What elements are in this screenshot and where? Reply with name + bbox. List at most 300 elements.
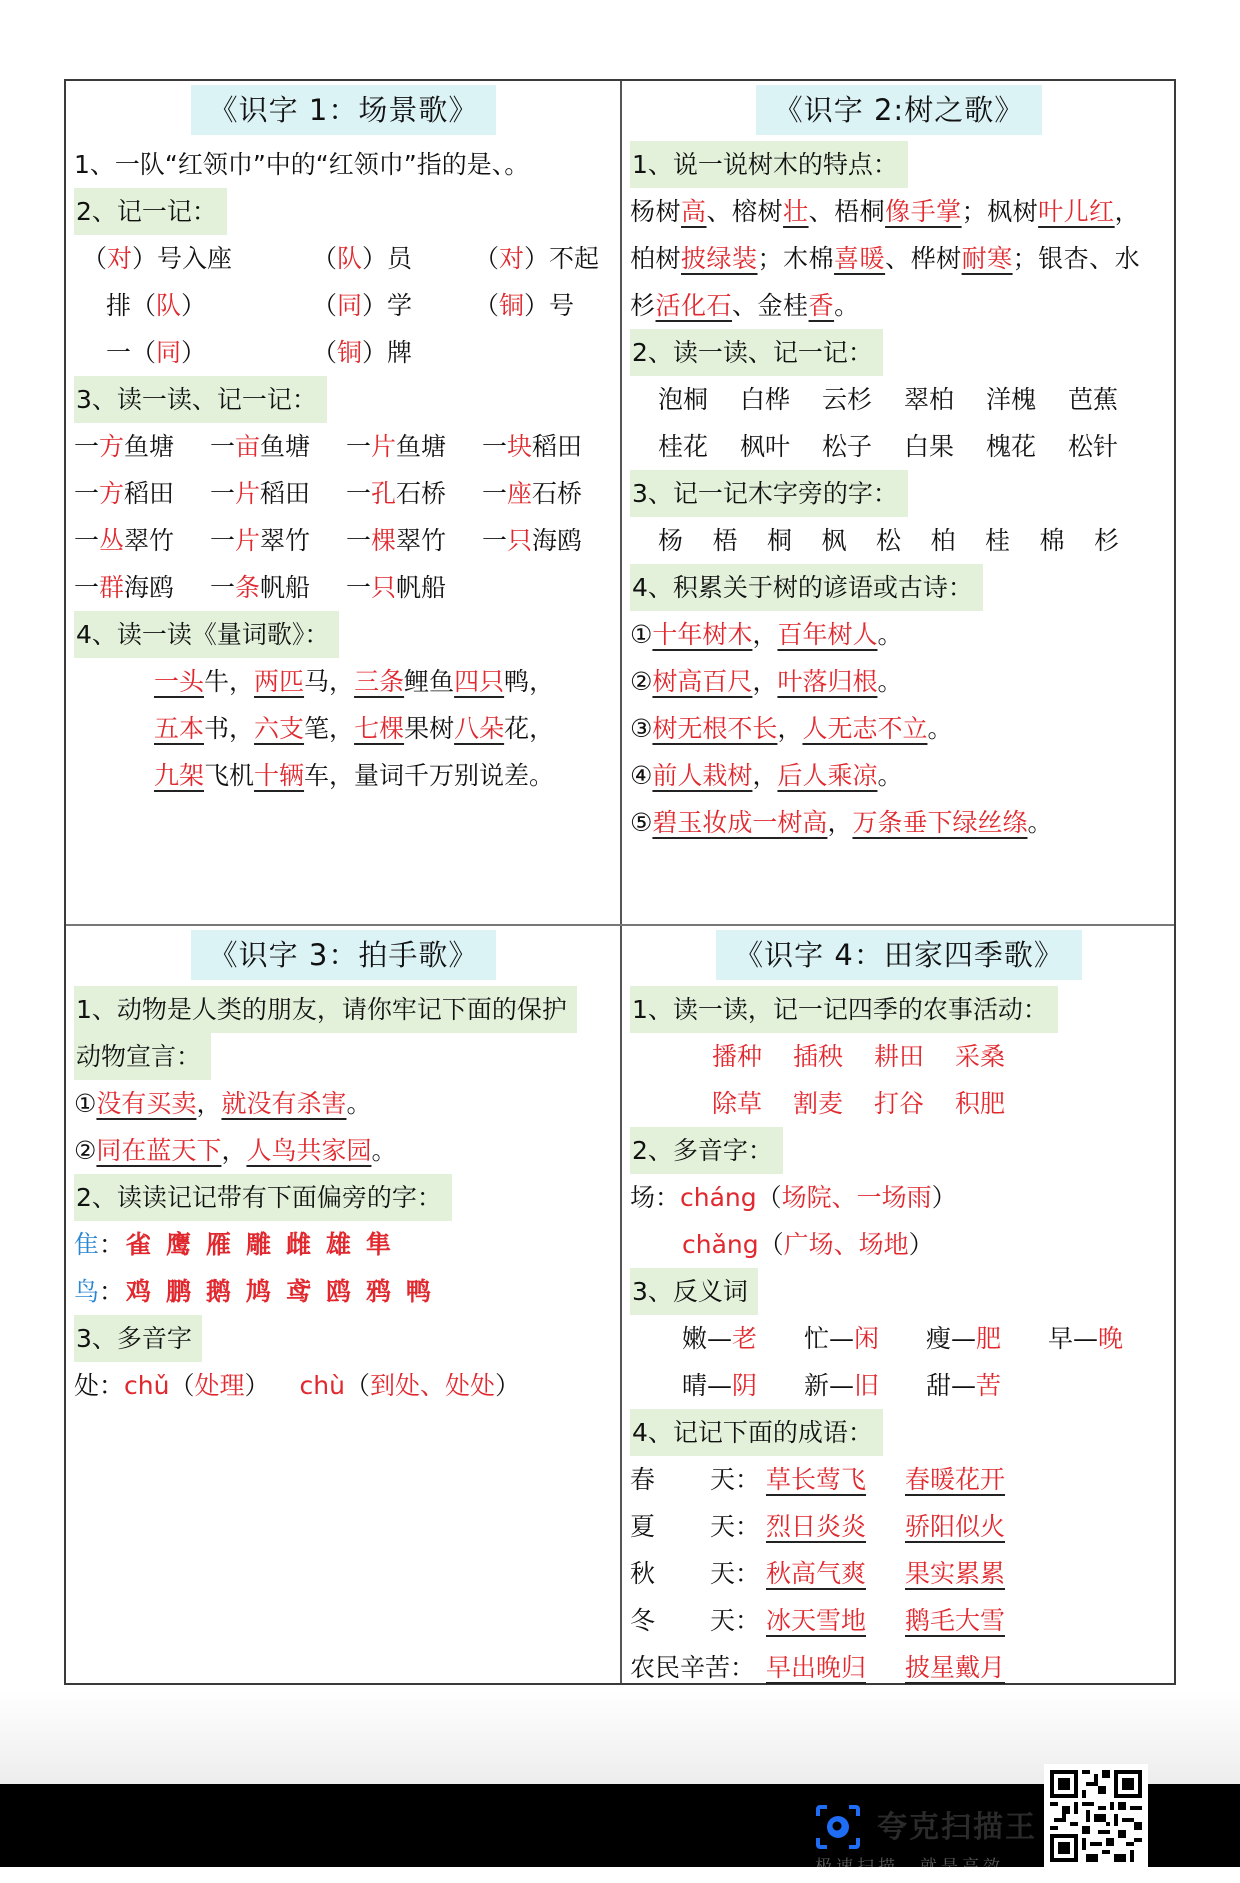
measure-word: 群 (99, 573, 125, 602)
answer-underlined: 高 (681, 197, 707, 226)
farm-activity: 播种 (712, 1042, 763, 1071)
antonym-answer: 阴 (732, 1371, 758, 1400)
phrase-noun: 海鸥 (532, 526, 583, 555)
text-line (630, 188, 1168, 235)
radical-char: 鸢 (286, 1277, 312, 1306)
text-fragment: 、桦树 (885, 244, 962, 273)
full-stop: 。 (877, 667, 903, 696)
idiom-1: 秋高气爽 (766, 1559, 867, 1588)
example-words: 处理 (194, 1371, 245, 1400)
paren-open: （ (344, 1371, 370, 1400)
text-fragment: 书， (204, 714, 255, 743)
blank-prefix: （ (312, 244, 338, 273)
phrase-one: 一 (346, 526, 372, 555)
phrase-noun: 稻田 (260, 479, 311, 508)
proverb-line (630, 705, 1168, 752)
fill-blank-item (312, 235, 412, 282)
q2-row (74, 235, 613, 282)
measure-word-phrase (210, 470, 310, 517)
full-stop: 。 (927, 714, 953, 743)
phrase-one: 一 (482, 479, 508, 508)
measure-word-phrase (210, 564, 310, 611)
lesson4-cell (622, 926, 1176, 1685)
idiom-row (630, 1550, 1168, 1597)
measure-word-phrase (74, 564, 174, 611)
item-number: ① (630, 620, 653, 649)
example-words: 广场、场地 (783, 1230, 909, 1259)
colon: ： (99, 1277, 125, 1306)
phrase-one: 一 (346, 432, 372, 461)
phrase-one: 一 (346, 573, 372, 602)
tree-name: 洋槐 (986, 385, 1037, 414)
idiom-1: 冰天雪地 (766, 1606, 867, 1635)
lesson1-q1: 1、一队“红领巾”中的“红领巾”指的是、。 (74, 150, 530, 179)
example-words: 场院、一场雨 (781, 1183, 932, 1212)
proverb-part-b: 就没有杀害 (221, 1089, 347, 1118)
answer-underlined: 叶儿红 (1038, 197, 1115, 226)
antonym-answer: 晚 (1098, 1324, 1124, 1353)
separator: ， (196, 1089, 222, 1118)
antonym-word: 晴 (682, 1371, 708, 1400)
answer-underlined: 香 (808, 291, 835, 320)
fill-blank-item (312, 329, 412, 376)
proverb-line (74, 1127, 613, 1174)
lesson4-q1-activities (630, 1033, 1168, 1127)
radical-char: 鸥 (326, 1277, 352, 1306)
blank-prefix: （ (474, 291, 500, 320)
antonym-pair (682, 1362, 757, 1409)
text-fragment: 牛， (204, 667, 255, 696)
radical-char: 雕 (246, 1230, 272, 1259)
antonym-dash: — (951, 1324, 977, 1353)
wood-radical-char: 枫 (821, 526, 847, 555)
text-fragment: 飞机 (204, 761, 255, 790)
text-fragment: 果树 (404, 714, 455, 743)
lesson2-q1-heading: 1、说一说树木的特点： (630, 141, 908, 188)
antonym-row (630, 1362, 1168, 1409)
fill-blank-item (106, 329, 206, 376)
radical-char: 鹰 (166, 1230, 192, 1259)
text-fragment: 花， (504, 714, 555, 743)
text-fragment: 笔， (304, 714, 355, 743)
proverb-part-a: 前人栽树 (652, 761, 753, 790)
idiom-1: 烈日炎炎 (766, 1512, 867, 1541)
measure-word: 孔 (371, 479, 397, 508)
answer-underlined: 三条 (354, 667, 405, 696)
lesson4-q1-heading: 1、读一读，记一记四季的农事活动： (630, 986, 1058, 1033)
radical-char: 鹏 (166, 1277, 192, 1306)
phrase-one: 一 (210, 526, 236, 555)
answer-underlined: 像手掌 (885, 197, 962, 226)
text-line (74, 658, 613, 705)
radical-char: 雌 (286, 1230, 312, 1259)
proverb-line (74, 1080, 613, 1127)
idiom-2: 骄阳似火 (905, 1512, 1006, 1541)
blank-suffix: ） (181, 291, 207, 320)
text-fragment: ；银杏、水 (1012, 244, 1141, 273)
idiom-row (630, 1597, 1168, 1644)
antonym-pair (804, 1315, 879, 1362)
season-label: 秋 (630, 1559, 656, 1588)
measure-word-row (74, 423, 613, 470)
idiom-2: 果实累累 (905, 1559, 1006, 1588)
proverb-part-b: 人无志不立 (802, 714, 928, 743)
paren-open: （ (758, 1230, 784, 1259)
radical: 鸟 (74, 1277, 100, 1306)
polyphone-line (630, 1221, 1168, 1268)
phrase-noun: 帆船 (396, 573, 447, 602)
wood-radical-char: 桂 (985, 526, 1011, 555)
blank-answer: 同 (337, 291, 363, 320)
lesson2-title: 《识字 2:树之歌》 (756, 85, 1042, 135)
brand-block (815, 1796, 1045, 1856)
tree-names-row (630, 376, 1168, 423)
antonym-dash: — (1073, 1324, 1099, 1353)
text-fragment: ， (1114, 197, 1141, 226)
idiom-1: 早出晚归 (766, 1653, 867, 1682)
text-line (630, 235, 1168, 282)
paren-close: ） (494, 1371, 520, 1400)
lesson2-q4-proverbs (630, 611, 1168, 846)
radical-char: 雀 (126, 1230, 152, 1259)
measure-word-phrase (482, 470, 582, 517)
answer-underlined: 六支 (254, 714, 305, 743)
text-fragment: 鸭， (504, 667, 555, 696)
proverb-part-b: 后人乘凉 (777, 761, 878, 790)
polyphone-line (630, 1174, 1168, 1221)
proverb-part-a: 同在蓝天下 (96, 1136, 222, 1165)
wood-radical-row (630, 517, 1168, 564)
phrase-noun: 稻田 (532, 432, 583, 461)
answer-underlined: 八朵 (454, 714, 505, 743)
proverb-line (630, 752, 1168, 799)
colon: ： (99, 1230, 125, 1259)
antonym-dash: — (707, 1324, 733, 1353)
blank-prefix: （ (474, 244, 500, 273)
wood-radical-char: 梧 (712, 526, 738, 555)
phrase-noun: 石桥 (396, 479, 447, 508)
lesson4-q2-polyphone (630, 1174, 1168, 1268)
tree-name: 槐花 (986, 432, 1037, 461)
radical-char: 鹅 (206, 1277, 232, 1306)
full-stop: 。 (877, 761, 903, 790)
text-fragment: ；枫树 (961, 197, 1039, 226)
full-stop: 。 (346, 1089, 372, 1118)
measure-word-phrase (74, 517, 174, 564)
antonym-answer: 闲 (854, 1324, 880, 1353)
polyphone-line (74, 1362, 613, 1409)
fill-blank-item (474, 235, 599, 282)
reading (682, 1230, 934, 1259)
reading (300, 1371, 520, 1400)
antonym-word: 早 (1048, 1324, 1074, 1353)
idiom-2: 春暖花开 (905, 1465, 1006, 1494)
blank-prefix: （ (312, 291, 338, 320)
lesson1-q2-list (74, 235, 613, 376)
wood-radical-char: 柏 (930, 526, 956, 555)
season-label-suffix: 天： (710, 1465, 761, 1494)
phrase-one: 一 (210, 479, 236, 508)
proverb-part-a: 树高百尺 (652, 667, 753, 696)
radical: 隹 (74, 1230, 100, 1259)
antonym-pair (1048, 1315, 1123, 1362)
proverb-part-b: 叶落归根 (777, 667, 878, 696)
paren-close: ） (244, 1371, 270, 1400)
phrase-one: 一 (210, 432, 236, 461)
phrase-noun: 翠竹 (260, 526, 311, 555)
measure-word: 条 (235, 573, 261, 602)
wood-radical-char: 桐 (767, 526, 793, 555)
season-label-suffix: 天： (710, 1559, 761, 1588)
measure-word: 块 (507, 432, 533, 461)
answer-underlined: 喜暖 (834, 244, 886, 273)
blank-answer: 对 (107, 244, 133, 273)
proverb-line (630, 658, 1168, 705)
answer-underlined: 一头 (154, 667, 205, 696)
radical-char: 鸠 (246, 1277, 272, 1306)
phrase-one: 一 (74, 479, 100, 508)
item-number: ③ (630, 714, 653, 743)
blank-suffix: ）学 (362, 291, 413, 320)
text-line (74, 752, 613, 799)
answer-underlined: 四只 (454, 667, 505, 696)
phrase-noun: 海鸥 (124, 573, 175, 602)
antonym-pair (926, 1315, 1001, 1362)
lesson3-title: 《识字 3：拍手歌》 (191, 930, 497, 980)
blank-prefix: 一（ (106, 338, 157, 367)
separator: ， (752, 620, 778, 649)
lesson2-q3-chars (630, 517, 1168, 564)
text-fragment: 鲤鱼 (404, 667, 455, 696)
antonym-dash: — (707, 1371, 733, 1400)
pinyin: chǎng (682, 1230, 759, 1259)
measure-word-phrase (346, 423, 446, 470)
text-fragment: 、梧桐 (808, 197, 886, 226)
lesson4-title: 《识字 4：田家四季歌》 (716, 930, 1082, 980)
radical-row (74, 1221, 613, 1268)
phrase-one: 一 (210, 573, 236, 602)
antonym-word: 新 (804, 1371, 830, 1400)
measure-word-phrase (482, 517, 582, 564)
proverb-line (630, 799, 1168, 846)
phrase-noun: 鱼塘 (124, 432, 175, 461)
season-label-suffix: 天： (710, 1512, 761, 1541)
fill-blank-item (312, 282, 412, 329)
measure-word-row (74, 564, 613, 611)
lesson4-q4-heading: 4、记记下面的成语： (630, 1409, 883, 1456)
blank-suffix: ）牌 (362, 338, 413, 367)
measure-word: 片 (371, 432, 397, 461)
measure-word: 只 (371, 573, 397, 602)
measure-word-phrase (74, 423, 174, 470)
lesson2-q4-heading: 4、积累关于树的谚语或古诗： (630, 564, 983, 611)
antonym-row (630, 1315, 1168, 1362)
proverb-part-a: 十年树木 (652, 620, 753, 649)
blank-answer: 对 (499, 244, 525, 273)
lesson1-q2-heading: 2、记一记： (74, 188, 227, 235)
tree-name: 翠柏 (904, 385, 955, 414)
measure-word: 片 (235, 479, 261, 508)
measure-word: 亩 (235, 432, 261, 461)
polyphone-char: 场： (630, 1183, 681, 1212)
phrase-one: 一 (74, 573, 100, 602)
lesson1-q3-heading: 3、读一读、记一记： (74, 376, 327, 423)
phrase-noun: 翠竹 (396, 526, 447, 555)
radical-char: 鸭 (406, 1277, 432, 1306)
text-fragment: 、金桂 (732, 291, 809, 320)
measure-word: 棵 (371, 526, 397, 555)
reading (680, 1183, 957, 1212)
measure-word: 方 (99, 479, 125, 508)
item-number: ⑤ (630, 808, 653, 837)
fill-blank-item (474, 282, 574, 329)
lesson2-cell (622, 81, 1176, 924)
farm-activity: 打谷 (874, 1089, 925, 1118)
text-fragment: 车，量词千万别说差。 (304, 761, 555, 790)
antonym-dash: — (951, 1371, 977, 1400)
lesson1-title: 《识字 1：场景歌》 (191, 85, 497, 135)
item-number: ① (74, 1089, 97, 1118)
proverb-part-a: 碧玉妆成一树高 (652, 808, 828, 837)
farm-activity: 割麦 (793, 1089, 844, 1118)
proverb-part-b: 万条垂下绿丝绦 (852, 808, 1028, 837)
measure-word-phrase (346, 470, 446, 517)
paren-open: （ (756, 1183, 782, 1212)
q2-row (74, 329, 613, 376)
idiom-row (630, 1503, 1168, 1550)
full-stop: 。 (1027, 808, 1053, 837)
measure-word-phrase (346, 517, 446, 564)
radical-char: 隼 (366, 1230, 392, 1259)
pinyin: chǔ (124, 1371, 170, 1400)
phrase-noun: 帆船 (260, 573, 311, 602)
season-label-suffix: 天： (710, 1606, 761, 1635)
measure-word: 座 (507, 479, 533, 508)
wood-radical-char: 棉 (1039, 526, 1065, 555)
phrase-one: 一 (346, 479, 372, 508)
phrase-one: 一 (482, 432, 508, 461)
measure-word: 丛 (99, 526, 125, 555)
phrase-noun: 翠竹 (124, 526, 175, 555)
idiom-2: 鹅毛大雪 (905, 1606, 1006, 1635)
antonym-pair (682, 1315, 757, 1362)
text-fragment: 。 (834, 291, 860, 320)
proverb-part-b: 人鸟共家园 (246, 1136, 372, 1165)
antonym-pair (926, 1362, 1001, 1409)
antonym-word: 嫩 (682, 1324, 708, 1353)
paren-close: ） (908, 1230, 934, 1259)
blank-suffix: ） (181, 338, 207, 367)
wood-radical-char: 杨 (658, 526, 684, 555)
measure-word: 只 (507, 526, 533, 555)
blank-suffix: ）不起 (524, 244, 600, 273)
pinyin: cháng (680, 1183, 757, 1212)
antonym-word: 瘦 (926, 1324, 952, 1353)
answer-underlined: 七棵 (354, 714, 405, 743)
answer-underlined: 活化石 (655, 291, 733, 320)
blank-suffix: ）号 (524, 291, 575, 320)
text-fragment: 杨树 (630, 197, 682, 226)
tree-name: 白果 (904, 432, 955, 461)
separator: ， (827, 808, 853, 837)
study-sheet-table (64, 79, 1176, 1685)
wood-radical-char: 杉 (1094, 526, 1120, 555)
farm-activity-row (630, 1033, 1168, 1080)
blank-suffix: ）号入座 (132, 244, 233, 273)
phrase-noun: 石桥 (532, 479, 583, 508)
lesson3-cell (66, 926, 621, 1685)
tree-name: 桂花 (658, 432, 709, 461)
wood-radical-char: 松 (876, 526, 902, 555)
antonym-word: 甜 (926, 1371, 952, 1400)
tree-name: 枫叶 (740, 432, 791, 461)
lesson4-q3-antonyms (630, 1315, 1168, 1409)
tree-name: 松针 (1068, 432, 1119, 461)
antonym-dash: — (829, 1324, 855, 1353)
lesson1-q4-poem (74, 658, 613, 799)
item-number: ② (630, 667, 653, 696)
lesson3-q1-heading-a: 1、动物是人类的朋友，请你牢记下面的保护 (74, 986, 577, 1033)
lesson1-q4-heading: 4、读一读《量词歌》： (74, 611, 339, 658)
lesson1-cell (66, 81, 621, 924)
lesson3-q2-radicals (74, 1221, 613, 1315)
text-fragment: 、榕树 (706, 197, 784, 226)
tree-name: 云杉 (822, 385, 873, 414)
scan-camera-icon (815, 1804, 861, 1850)
brand-name: 夸克扫描王 (877, 1810, 1037, 1845)
separator: ， (221, 1136, 247, 1165)
answer-underlined: 披绿装 (681, 244, 758, 273)
idiom-1: 草长莺飞 (766, 1465, 867, 1494)
lesson2-q2-list (630, 376, 1168, 470)
tree-name: 松子 (822, 432, 873, 461)
lesson4-q4-idioms (630, 1456, 1168, 1691)
lesson4-q2-heading: 2、多音字： (630, 1127, 783, 1174)
season-label: 夏 (630, 1512, 656, 1541)
blank-answer: 队 (337, 244, 363, 273)
season-label: 农民辛苦： (630, 1653, 756, 1682)
phrase-one: 一 (482, 526, 508, 555)
farm-activity: 采桑 (955, 1042, 1006, 1071)
phrase-one: 一 (74, 432, 100, 461)
measure-word-phrase (210, 517, 310, 564)
proverb-part-a: 没有买卖 (96, 1089, 197, 1118)
text-line (74, 705, 613, 752)
antonym-answer: 苦 (976, 1371, 1002, 1400)
reading (124, 1371, 269, 1400)
separator: ， (752, 761, 778, 790)
tree-name: 芭蕉 (1068, 385, 1119, 414)
farm-activity: 耕田 (874, 1042, 925, 1071)
radical-char: 鸦 (366, 1277, 392, 1306)
proverb-part-a: 树无根不长 (652, 714, 778, 743)
antonym-answer: 旧 (854, 1371, 880, 1400)
paren-close: ） (931, 1183, 957, 1212)
lesson3-q2-heading: 2、读读记记带有下面偏旁的字： (74, 1174, 452, 1221)
antonym-answer: 老 (732, 1324, 758, 1353)
pinyin: chù (299, 1371, 345, 1400)
antonym-dash: — (829, 1371, 855, 1400)
separator: ， (777, 714, 803, 743)
antonym-answer: 肥 (976, 1324, 1002, 1353)
text-fragment: 马， (304, 667, 355, 696)
lesson4-q3-heading: 3、反义词 (630, 1268, 758, 1315)
farm-activity: 插秧 (793, 1042, 844, 1071)
q2-row (74, 282, 613, 329)
antonym-pair (804, 1362, 879, 1409)
measure-word-phrase (482, 423, 582, 470)
full-stop: 。 (877, 620, 903, 649)
